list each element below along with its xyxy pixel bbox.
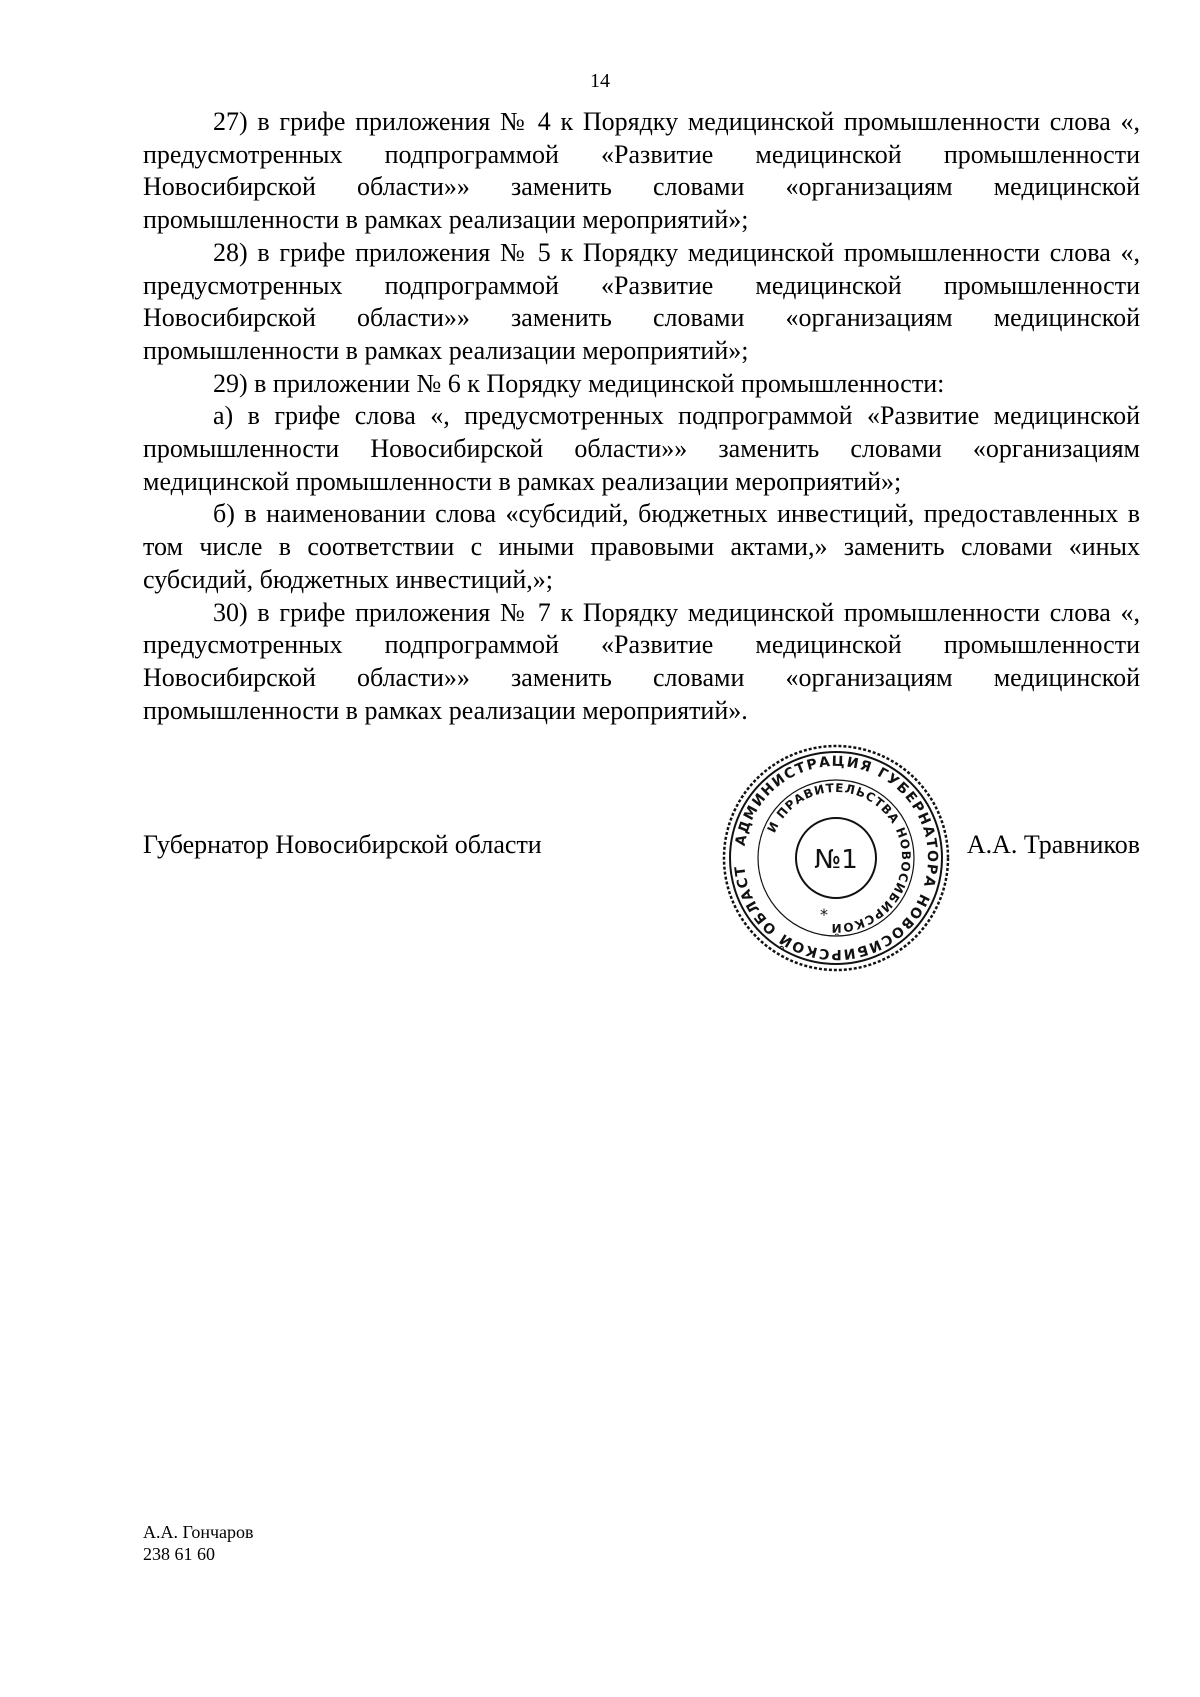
document-footer (143, 1521, 254, 1565)
paragraph-28: 28) в грифе приложения № 5 к Порядку медицинской промышленности слова «, предусмотренных подпрограммой «Развитие медицинской промышленности Новосибирской области»» заменить словами «организациям медицинской промышленности в рамках реализации мероприятий»; (143, 237, 1140, 365)
seal-icon (720, 742, 952, 974)
seal-outer-text: АДМИНИСТРАЦИЯ ГУБЕРНАТОРА НОВОСИБИРСКОЙ ОБЛАСТ (732, 753, 941, 963)
signature-block (143, 830, 1140, 870)
executor-phone: 238 61 60 (143, 1544, 215, 1564)
paragraph-29-a: а) в грифе слова «, предусмотренных подпрограммой «Развитие медицинской промышленности Новосибирской области»» заменить словами «организациям медицинской промышленности в рамках реализации мероприятий»; (143, 401, 1140, 496)
executor-name: А.А. Гончаров (143, 1522, 254, 1542)
seal-star-mark: * (820, 905, 828, 924)
signatory-position: Губернатор Новосибирской области (143, 830, 542, 859)
page-number: 14 (590, 70, 610, 92)
seal-center-text: №1 (814, 845, 858, 875)
official-seal (720, 742, 952, 974)
seal-inner-text: И ПРАВИТЕЛЬСТВА НОВОСИБИРСКОЙ (764, 780, 914, 936)
paragraph-30: 30) в грифе приложения № 7 к Порядку медицинской промышленности слова «, предусмотренных подпрограммой «Развитие медицинской промышленности Новосибирской области»» заменить словами «организациям медицинской промышленности в рамках реализации мероприятий». (143, 597, 1140, 725)
paragraph-27: 27) в грифе приложения № 4 к Порядку медицинской промышленности слова «, предусмотренных подпрограммой «Развитие медицинской промышленности Новосибирской области»» заменить словами «организациям медицинской промышленности в рамках реализации мероприятий»; (143, 107, 1140, 235)
document-body (143, 106, 1140, 727)
paragraph-29: 29) в приложении № 6 к Порядку медицинской промышленности: (213, 368, 945, 398)
paragraph-29-b: б) в наименовании слова «субсидий, бюджетных инвестиций, предоставленных в том числе в соответствии с иными правовыми актами,» заменить словами «иных субсидий, бюджетных инвестиций,»; (143, 499, 1140, 594)
signatory-name: А.А. Травников (966, 830, 1140, 859)
